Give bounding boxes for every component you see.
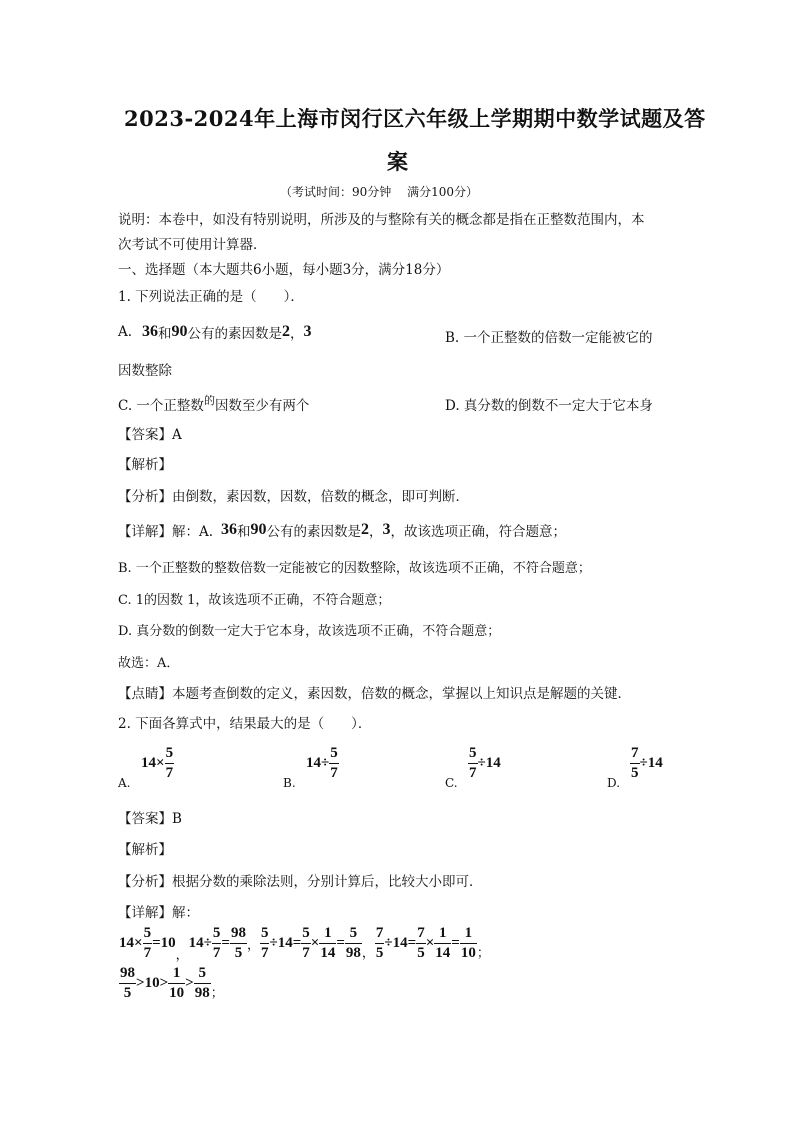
q1-option-a [118,322,312,342]
q2-d4-num2: 7 [416,926,426,944]
q1-option-d: D. 真分数的倒数不一定大于它本身 [445,398,653,414]
q2-d4-result-den: 10 [460,945,476,961]
q2-d3-num2: 5 [301,926,311,944]
q1-detail-text: 公有的素因数是 [266,524,362,540]
q2-cmp-f3-num: 5 [194,966,211,984]
q1-detail-post: ，故该选项正确，符合题意； [390,524,567,540]
q2-d3-result-num: 5 [345,926,362,944]
q1-answer: 【答案】A [118,427,182,443]
q2-d4-fraction2 [416,926,426,961]
q2-d4-fraction3 [434,926,451,961]
q2-d2-fraction [212,926,222,961]
q2-cmp-f1 [119,966,136,1001]
q2-d3-result-den: 98 [345,945,361,961]
q2-a-fraction [165,746,175,781]
q2-d-fraction [630,746,640,781]
q2-d4-num3: 1 [434,926,451,944]
q2-d3-num3: 1 [319,926,336,944]
q2-c-n14: 14 [485,755,501,771]
q2-d2-eq: = [221,935,230,951]
q1-analysis: 【分析】由倒数，素因数，因数，倍数的概念，即可判断． [118,489,469,505]
q2-option-c-expression [468,746,501,781]
q2-cmp-f3-den: 98 [194,985,210,1001]
q1-detail-d: D. 真分数的倒数一定大于它本身，故该选项不正确，不符合题意； [118,624,501,639]
title-line2: 案 [387,149,409,174]
q1-key-point: 【点睛】本题考查倒数的定义，素因数，倍数的概念，掌握以上知识点是解题的关键． [118,686,631,702]
q2-b-den: 7 [330,765,338,781]
q2-d2-n14: 14 [188,935,204,951]
q2-d3-den2: 7 [302,945,310,961]
q2-d2-div: ÷ [203,935,212,951]
q2-c-num: 5 [468,746,478,764]
q2-d3-den: 7 [260,945,269,961]
q2-detail-pre: 【详解】解： [118,905,199,921]
q1-option-a-label: A. [118,324,133,340]
q2-option-a-expression [141,746,174,781]
q2-analysis-label: 【解析】 [118,842,172,858]
q1-option-b-line2: 因数整除 [118,363,172,379]
q2-cmp-f1-num: 98 [119,966,136,984]
q1-option-c-pre: C. 一个正整数 [118,398,204,414]
q2-b-num: 5 [329,746,339,764]
q2-d-num: 7 [630,746,640,764]
q2-cmp-gt2: > [159,975,169,991]
q1-stem: 1. 下列说法正确的是（ ）． [118,289,304,305]
q2-d3-den3: 14 [320,945,336,961]
q2-a-times: × [156,755,165,771]
q1-choose: 故选：A． [118,656,180,671]
q2-d2-num: 5 [212,926,222,944]
q2-answer: 【答案】B [118,811,182,827]
q1-detail-and: 和 [237,524,251,540]
q2-d4-num: 7 [375,926,385,944]
q2-d4-semicolon: ； [476,945,490,960]
q2-option-d-expression [630,746,663,781]
q2-d4-times: × [425,935,435,951]
q2-d1-comma: ， [175,947,189,962]
q2-d3-num: 5 [260,926,270,944]
q1-option-c-sup: 的 [203,394,215,407]
q2-d2-den: 7 [212,945,221,961]
q2-detail-comparison [119,966,224,1001]
q2-d3-fraction [260,926,270,961]
q2-d4-div: ÷ [384,935,393,951]
q2-d3-eq1: = [292,935,302,951]
q2-b-div: ÷ [321,755,330,771]
q2-d2-result [230,926,247,961]
q2-d1-den: 7 [143,945,152,961]
q2-analysis: 【分析】根据分数的乘除法则，分别计算后，比较大小即可． [118,874,483,890]
q1-detail-b: B. 一个正整数的整数倍数一定能被它的因数整除，故该选项不正确，不符合题意； [118,561,591,576]
title-line1: 2023-2024年上海市闵行区六年级上学期期中数学试题及答 [124,106,706,131]
q1-detail-a [118,520,566,540]
q2-cmp-semicolon: ； [210,985,224,1000]
q1-option-a-number-36: 36 [142,323,159,340]
q2-d-n14: 14 [647,755,663,771]
q2-cmp-gt1: > [136,975,145,991]
q2-d3-eq2: = [336,935,345,951]
q1-option-a-sep: ， [290,326,304,342]
q2-d3-div: ÷ [269,935,278,951]
q1-option-a-prime-2: 2 [282,323,291,340]
q1-option-a-text: 公有的素因数是 [187,326,283,342]
q2-d4-den: 5 [375,945,384,961]
q1-detail-prime-3: 3 [382,521,391,538]
q2-d3-n14: 14 [277,935,293,951]
q1-option-a-prime-3: 3 [303,323,312,340]
q2-stem: 2. 下面各算式中，结果最大的是（ ）． [118,716,372,732]
q2-a-n14: 14 [141,755,156,771]
q2-detail-calculations [119,926,490,961]
notice-line1: 说明：本卷中，如没有特别说明，所涉及的与整除有关的概念都是指在正整数范围内，本 [118,212,645,228]
q2-d3-fraction3 [319,926,336,961]
q2-c-div: ÷ [477,755,486,771]
q2-d1-fraction [143,926,153,961]
q1-option-b-line1: B. 一个正整数的倍数一定能被它的 [445,330,653,346]
q2-option-c-label: C. [445,776,458,790]
q2-cmp-gt3: > [185,975,194,991]
q2-cmp-f3 [194,966,211,1001]
q2-d4-n14: 14 [392,935,408,951]
q2-d2-comma: ， [246,937,260,952]
q2-option-d-label: D. [607,776,621,790]
q2-d4-den3: 14 [435,945,451,961]
q2-d3-fraction2 [301,926,311,961]
q2-cmp-f2-den: 10 [169,985,185,1001]
q2-d4-result [460,926,477,961]
q2-option-b-label: B. [283,776,296,790]
q1-detail-number-36: 36 [221,521,238,538]
q2-d-den: 5 [631,765,639,781]
q2-d3-times: × [310,935,320,951]
q1-detail-pre: 【详解】解：A. [118,524,214,540]
q2-d-div: ÷ [639,755,648,771]
q2-c-den: 7 [469,765,477,781]
q2-option-b-expression [306,746,339,781]
q2-d2-result-den: 5 [234,945,243,961]
q2-d1-times: × [134,935,143,951]
q2-cmp-ten: 10 [144,975,160,991]
q2-d4-result-num: 1 [460,926,477,944]
q1-option-c-post: 因数至少有两个 [214,398,310,414]
q1-detail-c: C. 1的因数 1，故该选项不正确，不符合题意； [118,593,391,608]
q2-d4-eq1: = [407,935,417,951]
q2-cmp-f2-num: 1 [168,966,185,984]
q2-d3-result [345,926,362,961]
q2-d4-den2: 5 [417,945,425,961]
q1-detail-number-90: 90 [250,521,267,538]
q2-d1-eq: = [152,935,161,951]
q2-d1-result: 10 [160,935,176,951]
notice-line2: 次考试不可使用计算器． [118,237,267,253]
q2-d2-result-num: 98 [230,926,247,944]
q1-option-a-number-90: 90 [171,323,188,340]
q1-detail-sep: ， [369,524,383,540]
q1-analysis-label: 【解析】 [118,457,172,473]
q2-option-a-label: A. [118,776,131,790]
q1-option-c [118,394,309,414]
q2-cmp-f1-den: 5 [123,985,132,1001]
q2-b-n14: 14 [306,755,321,771]
q2-a-den: 7 [165,765,174,781]
q2-cmp-f2 [168,966,185,1001]
q1-option-a-and: 和 [158,326,172,342]
q2-d4-eq2: = [451,935,460,951]
q2-d4-fraction [375,926,385,961]
q2-d3-comma: ， [361,945,375,960]
q1-detail-prime-2: 2 [361,521,370,538]
q2-b-fraction [329,746,339,781]
exam-info: （考试时间：90分钟 满分100分） [280,185,478,199]
q2-c-fraction [468,746,478,781]
q2-d1-num: 5 [143,926,153,944]
q2-d1-n14: 14 [119,935,134,951]
q2-a-num: 5 [165,746,175,764]
section1-header: 一、选择题（本大题共6小题，每小题3分，满分18分） [118,262,450,278]
